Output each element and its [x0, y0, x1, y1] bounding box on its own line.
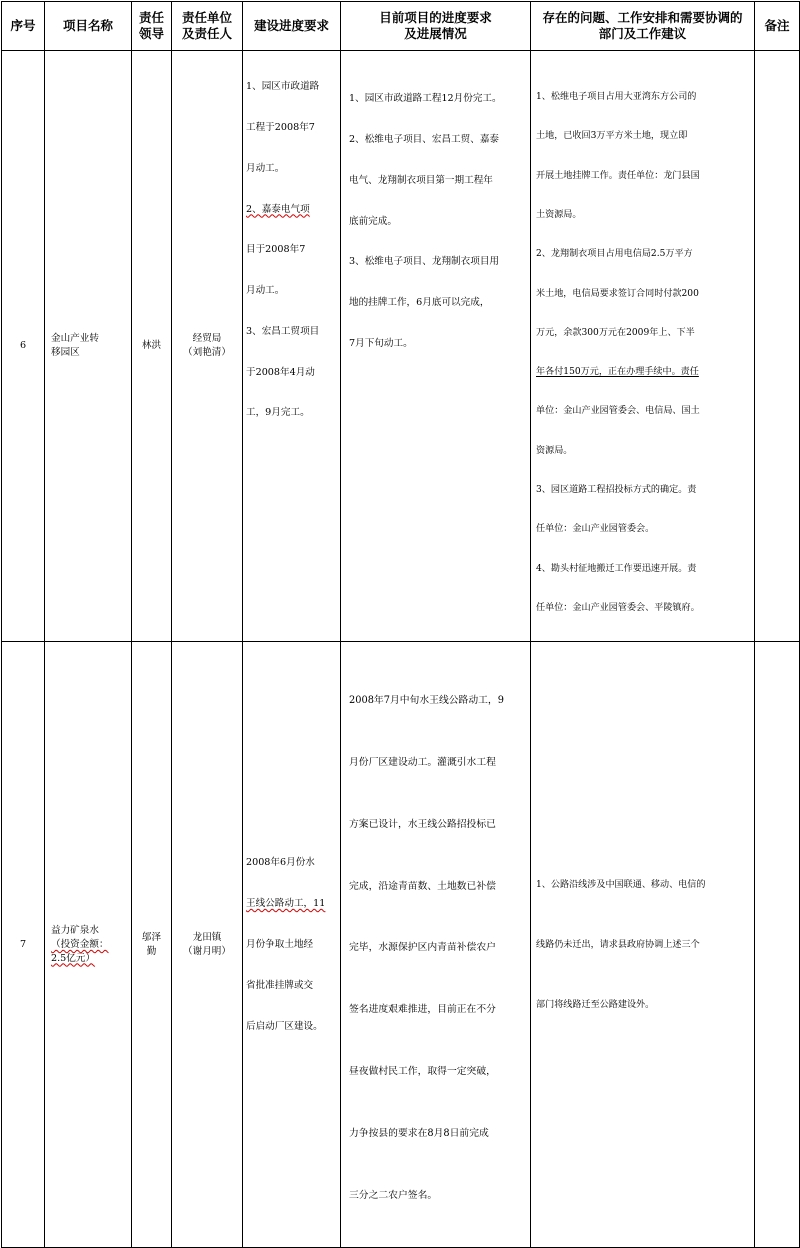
text-line: 于2008年4月动 — [246, 366, 315, 378]
header-remark: 备注 — [755, 2, 800, 51]
row-seq: 6 — [2, 51, 45, 642]
text-line: 2008年7月中旬水王线公路动工，9 — [349, 695, 504, 707]
table-row — [2, 51, 800, 642]
text-line: 移园区 — [51, 347, 80, 359]
text-line: 完毕，水源保护区内青苗补偿农户 — [349, 942, 496, 954]
text-line: 省批准挂牌或交 — [246, 979, 314, 991]
header-project-name: 项目名称 — [45, 2, 132, 51]
text-line: 邬泽 — [141, 932, 162, 944]
text-line: 金山产业转 — [51, 333, 99, 345]
row-project-name — [45, 51, 132, 642]
header-issues — [531, 2, 755, 51]
text-line: 底前完成。 — [349, 215, 397, 227]
text-line: 万元，余款300万元在2009年上、下半 — [536, 327, 695, 338]
row-issues — [531, 51, 755, 642]
row-responsible-unit — [172, 642, 243, 1248]
text-line: 7月下旬动工。 — [349, 337, 413, 349]
text-line: 3、园区道路工程招投标方式的确定。责 — [536, 485, 697, 495]
header-requirement: 建设进度要求 — [243, 2, 341, 51]
text-line: 益力矿泉水 — [51, 925, 99, 937]
text-line: 单位：金山产业园管委会、电信局、国土 — [536, 406, 700, 417]
row-responsible-unit — [172, 51, 243, 642]
text-line: 米土地，电信局要求签订合同时付款200 — [536, 288, 699, 299]
text-line: 2、松维电子项目、宏昌工贸、嘉泰 — [349, 133, 500, 145]
row-leader: 林洪 — [132, 51, 172, 642]
text-line: 昼夜做村民工作，取得一定突破， — [349, 1066, 496, 1077]
text-line: 月份厂区建设动工。灌溉引水工程 — [349, 757, 496, 769]
text-line: 三分之二农户签名。 — [349, 1189, 438, 1201]
table-row — [2, 642, 800, 1248]
header-line: 及进展情况 — [404, 26, 467, 41]
text-line: 月动工。 — [246, 162, 285, 174]
text-line: 任单位：金山产业园管委会、平陵镇府。 — [536, 602, 700, 613]
header-line: 部门及工作建议 — [598, 26, 687, 41]
header-line: 及责任人 — [181, 26, 232, 41]
text-line: 地的挂牌工作，6月底可以完成， — [349, 297, 490, 309]
text-line: 3、松维电子项目、龙翔制衣项目用 — [349, 256, 500, 268]
text-line: 线路仍未迁出，请求县政府协调上述三个 — [536, 939, 700, 950]
text-line: 经贸局 — [192, 333, 222, 345]
header-line: 责任 — [138, 10, 164, 25]
header-line: 责任单位 — [181, 10, 232, 25]
progress-table — [1, 1, 800, 1248]
text-line: 土地，已收回3万平方米土地，现立即 — [536, 131, 688, 142]
row-issues — [531, 642, 755, 1248]
header-seq: 序号 — [2, 2, 45, 51]
table-header-row — [2, 2, 800, 51]
row-seq: 7 — [2, 642, 45, 1248]
text-line: 后启动厂区建设。 — [246, 1020, 323, 1032]
row-progress — [341, 642, 531, 1248]
text-line: 部门将线路迁至公路建设外。 — [536, 999, 655, 1010]
text-line: 月份争取土地经 — [246, 938, 314, 950]
header-line: 领导 — [138, 26, 164, 41]
text-line: 开展土地挂牌工作。责任单位：龙门县国 — [536, 170, 700, 181]
text-line: 龙田镇 — [192, 932, 222, 944]
text-line: 1、园区市政道路工程12月份完工。 — [349, 93, 502, 105]
row-project-name — [45, 642, 132, 1248]
text-line: （谢月明） — [183, 945, 231, 957]
row-progress — [341, 51, 531, 642]
text-line: 完成，沿途青苗数、土地数已补偿 — [349, 880, 496, 892]
header-leader — [132, 2, 172, 51]
text-line: 2、龙翔制衣项目占用电信局2.5万平方 — [536, 249, 693, 260]
row-remark — [755, 51, 800, 642]
text-line: 月动工。 — [246, 285, 285, 297]
header-line: 存在的问题、工作安排和需要协调的 — [542, 10, 743, 25]
text-line: 3、宏昌工贸项目 — [246, 325, 320, 337]
document-page — [1, 1, 799, 1201]
text-line: 方案已设计，水王线公路招投标已 — [349, 818, 496, 830]
row-leader — [132, 642, 172, 1248]
text-line: （刘艳清） — [183, 347, 231, 359]
text-line: 1、松维电子项目占用大亚湾东方公司的 — [536, 92, 697, 103]
row-remark — [755, 642, 800, 1248]
text-line: 工程于2008年7 — [246, 121, 315, 133]
text-line: 2、嘉泰电气项 — [246, 203, 310, 215]
header-line: 目前项目的进度要求 — [379, 10, 492, 25]
header-progress — [341, 2, 531, 51]
text-line: 2008年6月份水 — [246, 857, 315, 869]
text-line: 工，9月完工。 — [246, 407, 310, 419]
text-line: 签名进度艰难推进，目前正在不分 — [349, 1004, 496, 1016]
row-requirement — [243, 642, 341, 1248]
text-line: 王线公路动工，11 — [246, 898, 326, 910]
text-line: 1、园区市政道路 — [246, 81, 320, 93]
text-line: 电气、龙翔制衣项目第一期工程年 — [349, 174, 493, 186]
text-line: 力争按县的要求在8月8日前完成 — [349, 1127, 489, 1139]
text-line: 资源局。 — [536, 445, 573, 456]
text-line: 年各付150万元，正在办理手续中。责任 — [536, 367, 699, 378]
row-requirement — [243, 51, 341, 642]
text-line: 2.5亿元） — [51, 952, 96, 964]
header-responsible-unit — [172, 2, 243, 51]
text-line: 1、公路沿线涉及中国联通、移动、电信的 — [536, 879, 706, 890]
text-line: 勤 — [146, 945, 157, 957]
text-line: （投资金额： — [51, 938, 109, 950]
text-line: 4、勘头村征地搬迁工作要迅速开展。责 — [536, 563, 697, 574]
text-line: 土资源局。 — [536, 210, 582, 221]
text-line: 目于2008年7 — [246, 244, 306, 256]
text-line: 任单位：金山产业园管委会。 — [536, 524, 655, 535]
